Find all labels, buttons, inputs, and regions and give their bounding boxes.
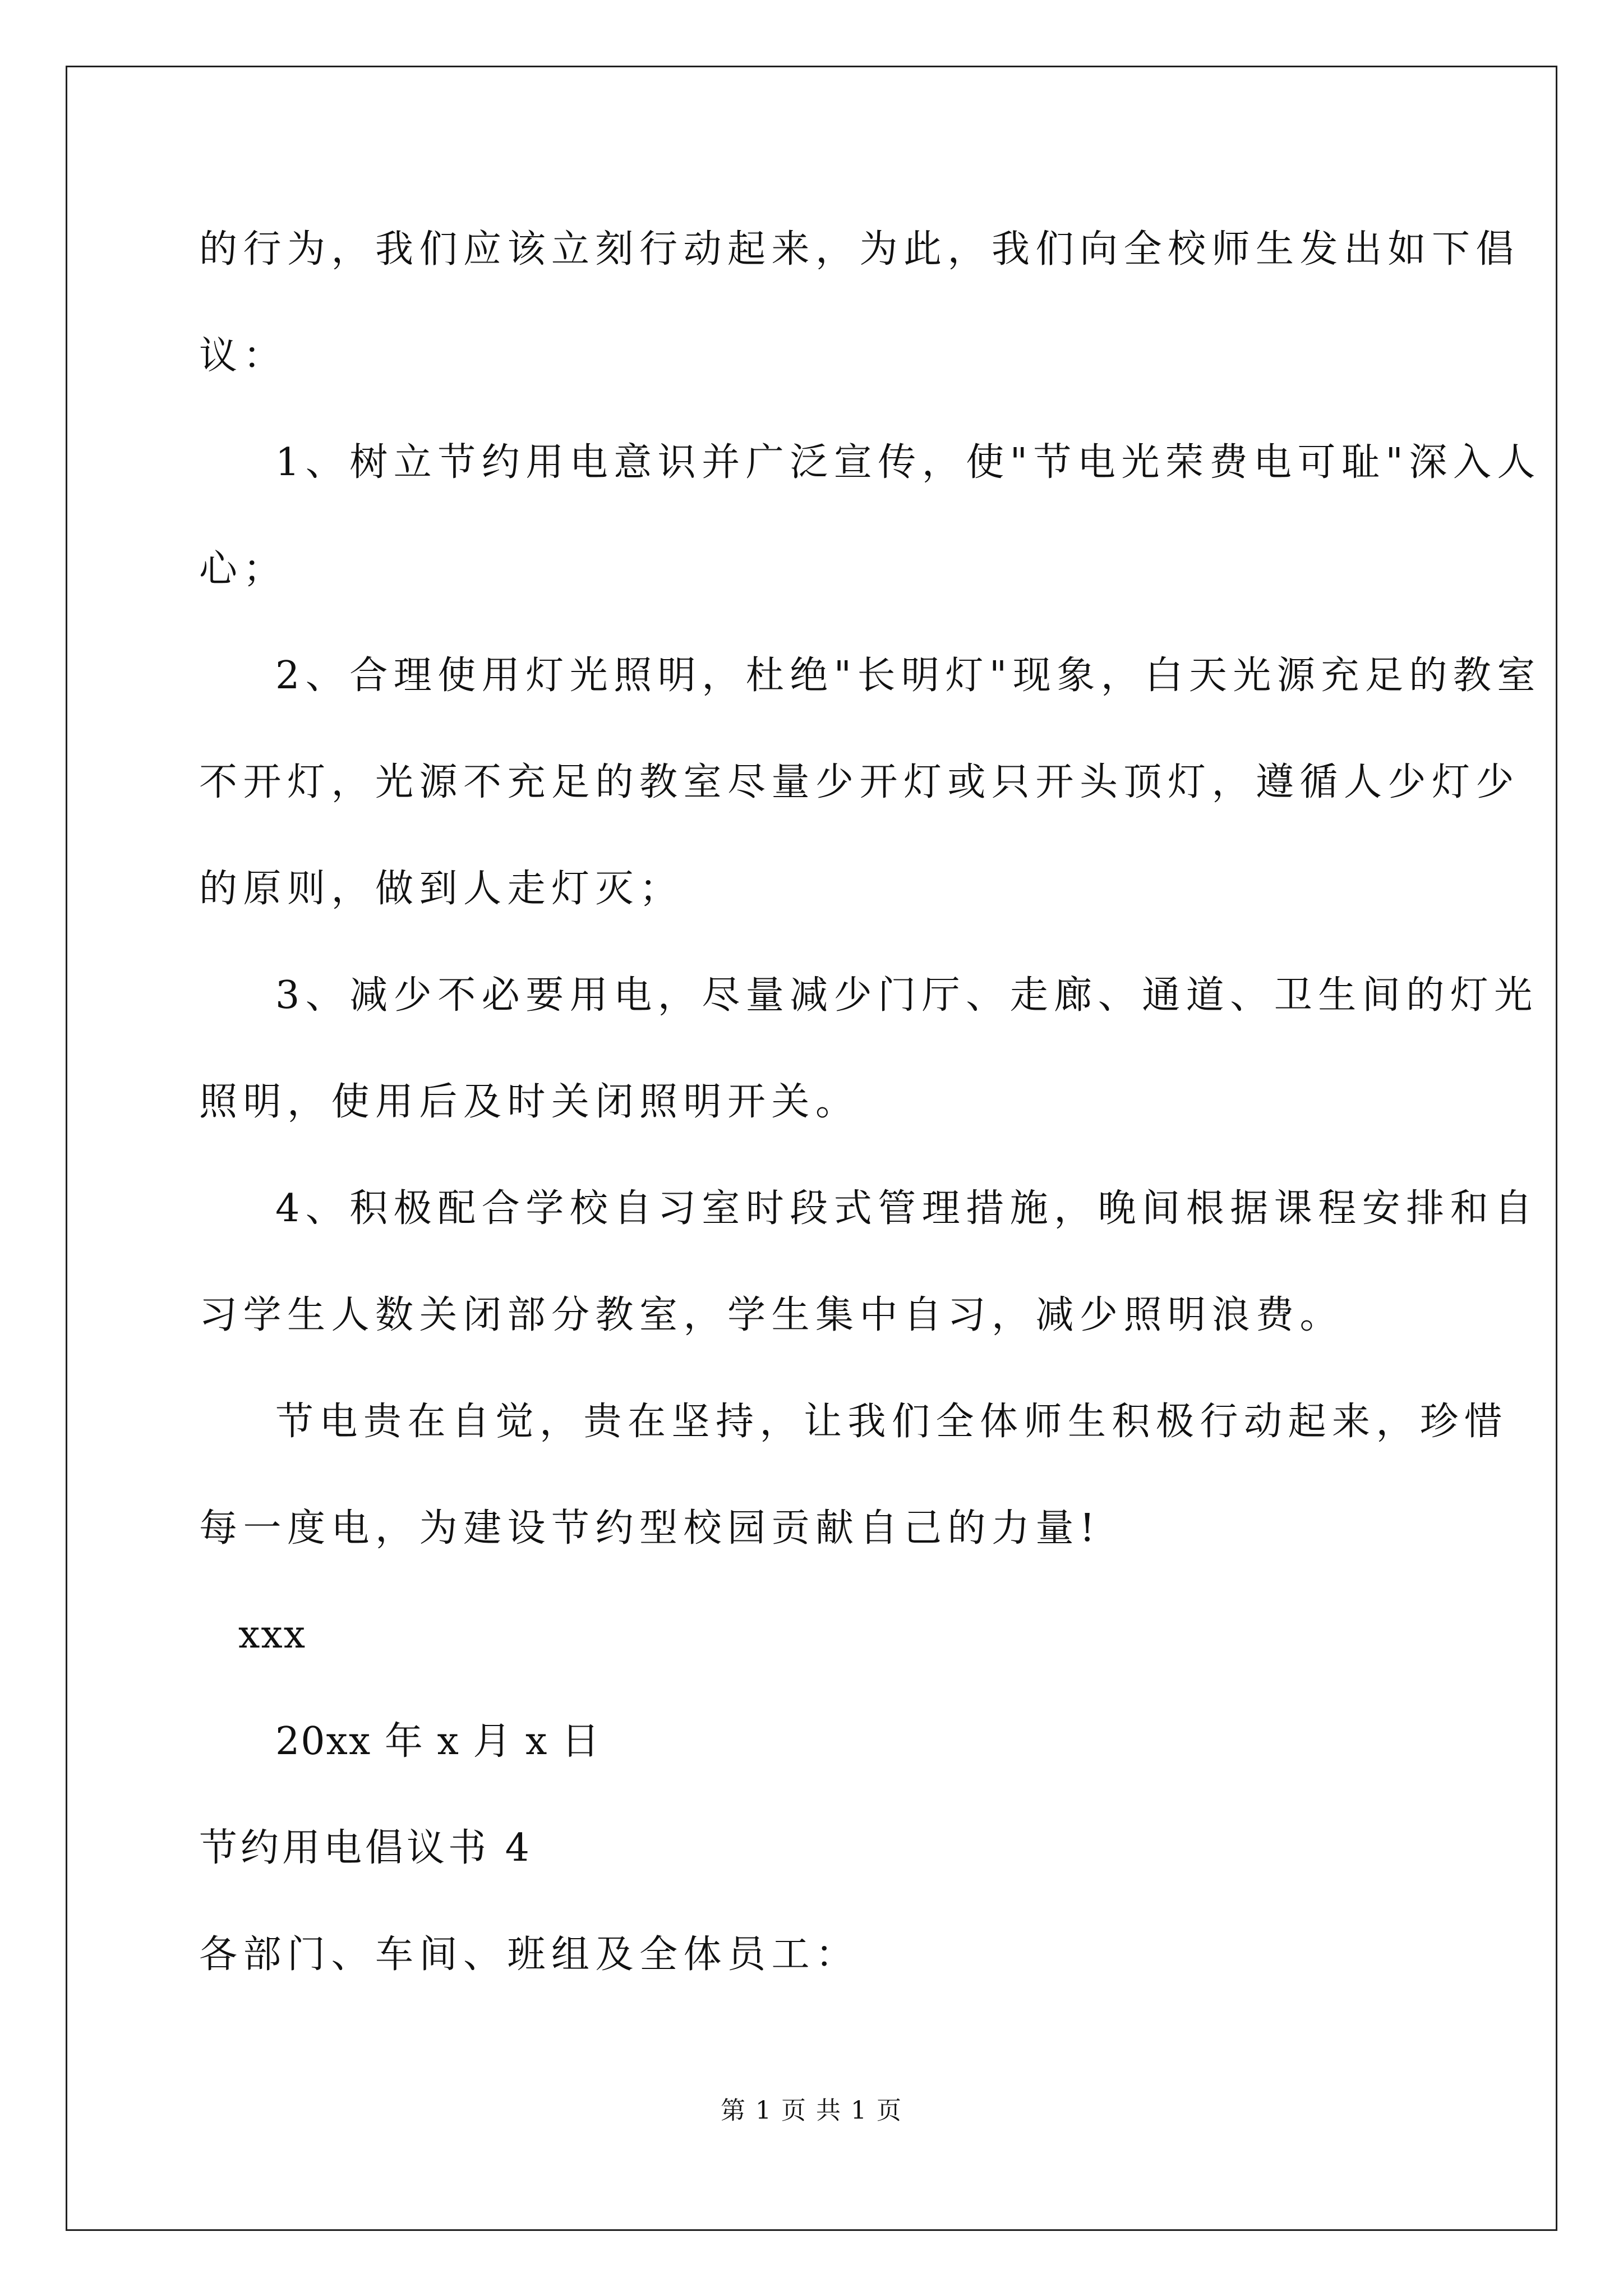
paragraph-line: 照明，使用后及时关闭照明开关。 <box>199 1080 860 1124</box>
paragraph-line: 议： <box>199 334 288 378</box>
paragraph-line: 习学生人数关闭部分教室，学生集中自习，减少照明浪费。 <box>199 1293 1344 1337</box>
page-border <box>66 66 1557 2231</box>
section-title: 节约用电倡议书 4 <box>199 1826 533 1870</box>
paragraph-line: 不开灯，光源不充足的教室尽量少开灯或只开头顶灯，遵循人少灯少 <box>199 760 1520 804</box>
list-item-2: 2、合理使用灯光照明，杜绝"长明灯"现象，白天光源充足的教室 <box>275 654 1541 698</box>
page-footer: 第 1 页 共 1 页 <box>721 2096 902 2125</box>
paragraph-line: 的原则，做到人走灯灭； <box>199 867 684 911</box>
list-item-1: 1、树立节约用电意识并广泛宣传，使"节电光荣费电可耻"深入人 <box>275 440 1541 485</box>
list-item-4: 4、积极配合学校自习室时段式管理措施，晚间根据课程安排和自 <box>275 1186 1538 1231</box>
list-item-3: 3、减少不必要用电，尽量减少门厅、走廊、通道、卫生间的灯光 <box>275 973 1538 1018</box>
closing-paragraph: 节电贵在自觉，贵在坚持，让我们全体师生积极行动起来，珍惜 <box>275 1400 1509 1444</box>
paragraph-line: 心； <box>199 547 288 591</box>
signature: xxx <box>238 1613 307 1657</box>
date-line: 20xx 年 x 月 x 日 <box>275 1719 601 1764</box>
salutation: 各部门、车间、班组及全体员工： <box>199 1932 860 1977</box>
paragraph-line: 每一度电，为建设节约型校园贡献自己的力量! <box>199 1506 1101 1550</box>
paragraph-line: 的行为，我们应该立刻行动起来，为此，我们向全校师生发出如下倡 <box>199 227 1520 272</box>
